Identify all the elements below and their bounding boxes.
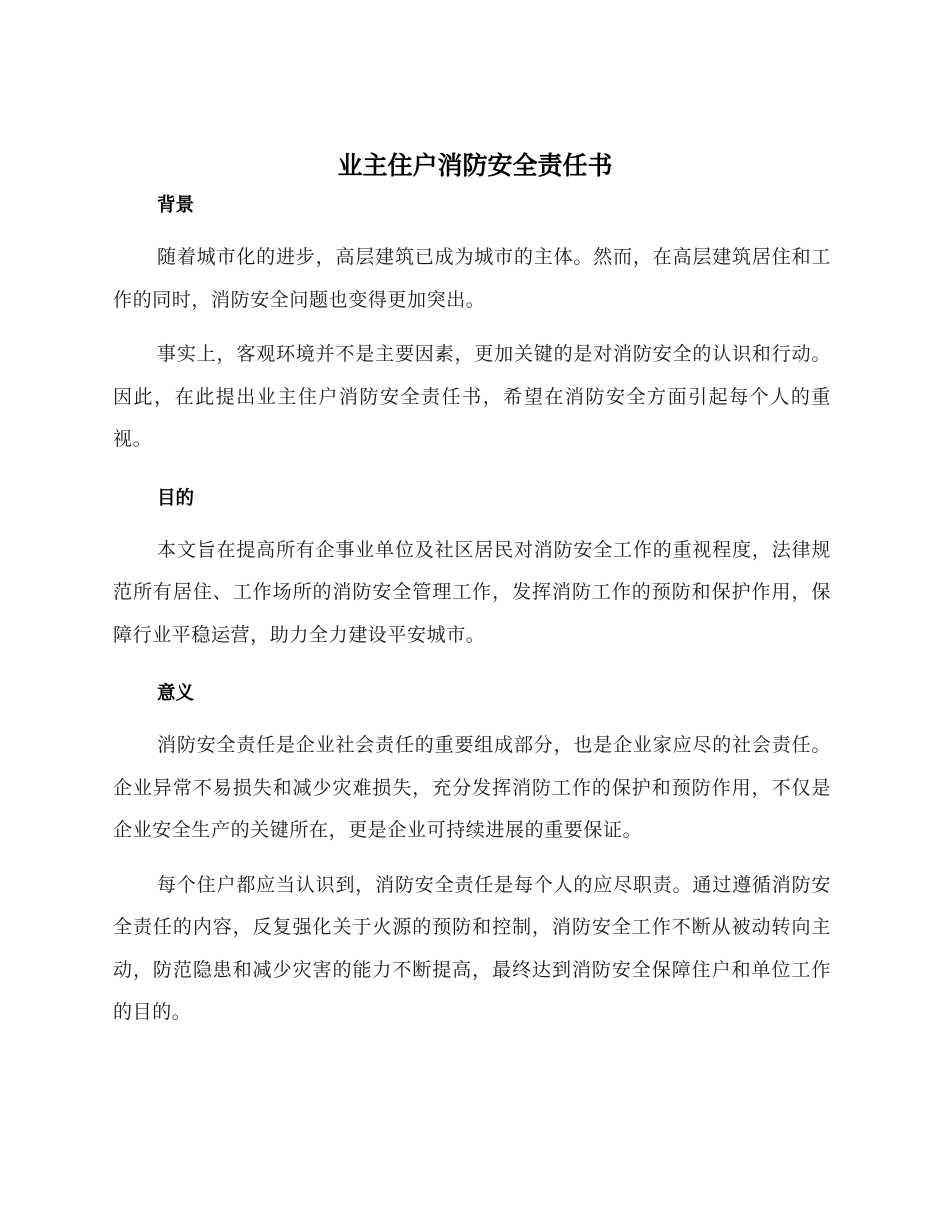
paragraph: 每个住户都应当认识到，消防安全责任是每个人的应尽职责。通过遵循消防安全责任的内容，反复强化关于火源的预防和控制，消防安全工作不断从被动转向主动，防范隐患和减少灾害的能力不断提高，最终达到消防安全保障住户和单位工作的目的。 — [113, 873, 831, 1023]
paragraph: 随着城市化的进步，高层建筑已成为城市的主体。然而，在高层建筑居住和工作的同时，消防安全问题也变得更加突出。 — [113, 246, 831, 311]
section-background — [113, 190, 831, 461]
document-title: 业主住户消防安全责任书 — [337, 151, 613, 180]
section-heading: 目的 — [157, 487, 195, 509]
section-significance — [113, 678, 831, 1034]
section-heading: 意义 — [157, 683, 195, 704]
paragraph: 本文旨在提高所有企事业单位及社区居民对消防安全工作的重视程度，法律规范所有居住、工作场所的消防安全管理工作，发挥消防工作的预防和保护作用，保障行业平稳运营，助力全力建设平安城市。 — [113, 538, 831, 646]
document-body — [113, 190, 831, 1034]
section-purpose — [113, 483, 831, 657]
paragraph: 事实上，客观环境并不是主要因素，更加关键的是对消防安全的认识和行动。因此，在此提出业主住户消防安全责任书，希望在消防安全方面引起每个人的重视。 — [113, 343, 831, 450]
section-heading: 背景 — [157, 195, 195, 216]
paragraph: 消防安全责任是企业社会责任的重要组成部分，也是企业家应尽的社会责任。企业异常不易损失和减少灾难损失，充分发挥消防工作的保护和预防作用，不仅是企业安全生产的关键所在，更是企业可持续进展的重要保证。 — [113, 734, 831, 841]
